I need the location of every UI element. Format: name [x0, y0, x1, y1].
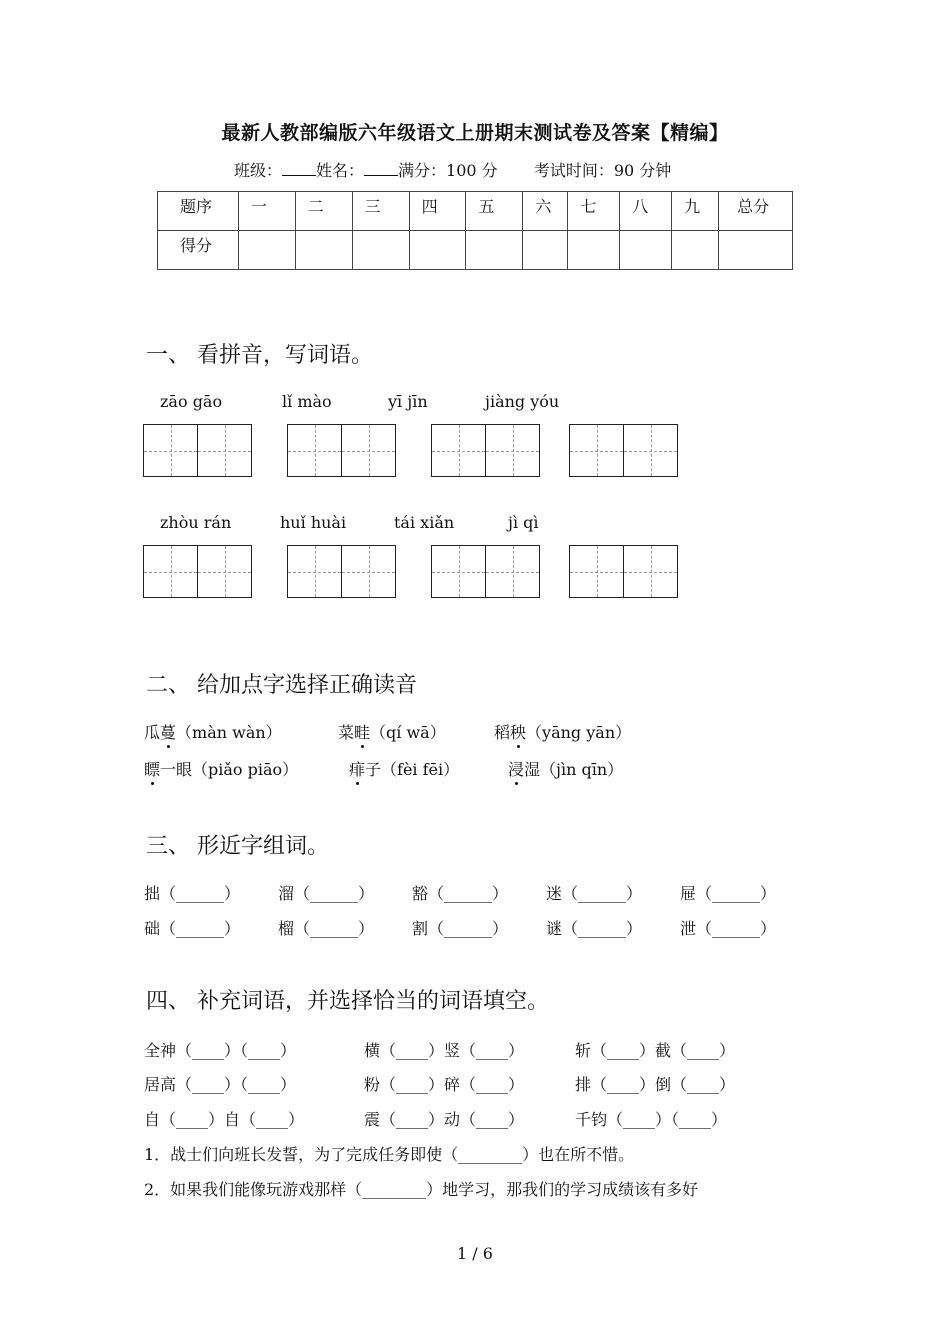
idiom-item: 千钧（____）（____）: [575, 1110, 728, 1129]
reading-item: 瞟一眼（piǎo piāo）: [144, 760, 299, 779]
score-header-cell: 题序: [158, 192, 239, 231]
score-cell: [672, 231, 719, 270]
word-item: 泄（______）: [680, 919, 777, 938]
score-header-cell: 五: [466, 192, 523, 231]
tianzige-box[interactable]: [143, 545, 252, 598]
score-header-cell: 总分: [719, 192, 793, 231]
idiom-item: 粉（____）碎（____）: [364, 1075, 525, 1094]
score-cell: [620, 231, 672, 270]
reading-item: 浸湿（jìn qīn）: [508, 760, 624, 779]
score-header-row: [158, 192, 793, 231]
pinyin: tái xiǎn: [394, 513, 455, 532]
score-cell: [238, 231, 295, 270]
fill-sentence: 2．如果我们能像玩游戏那样（________）地学习，那我们的学习成绩该有多好: [144, 1180, 699, 1199]
reading-item: 痱子（fèi fēi）: [349, 760, 460, 779]
tianzige-box[interactable]: [143, 424, 252, 477]
exam-time: 考试时间：90 分钟: [533, 161, 672, 180]
score-cell: [719, 231, 793, 270]
word-item: 谜（______）: [546, 919, 643, 938]
score-cell: [523, 231, 568, 270]
fill-sentence: 1．战士们向班长发誓，为了完成任务即使（________）也在所不惜。: [144, 1145, 635, 1164]
pinyin: huǐ huài: [280, 513, 347, 532]
score-header-cell: 三: [352, 192, 409, 231]
tianzige-box[interactable]: [431, 545, 540, 598]
pinyin: yī jīn: [388, 392, 428, 411]
page-title: 最新人教部编版六年级语文上册期末测试卷及答案【精编】: [221, 122, 729, 144]
word-item: 榴（______）: [278, 919, 375, 938]
score-header-cell: 七: [568, 192, 620, 231]
idiom-item: 全神（____）（____）: [144, 1041, 297, 1060]
pinyin: lǐ mào: [282, 392, 332, 411]
section-4-heading: 四、 补充词语，并选择恰当的词语填空。: [146, 989, 549, 1014]
score-row: [158, 231, 793, 270]
score-header-cell: 一: [238, 192, 295, 231]
section-2-heading: 二、 给加点字选择正确读音: [146, 673, 417, 698]
idiom-item: 排（____）倒（____）: [575, 1075, 736, 1094]
score-header-cell: 四: [409, 192, 466, 231]
score-row-label: 得分: [158, 231, 239, 270]
pinyin: jì qì: [508, 513, 539, 532]
score-header-cell: 二: [295, 192, 352, 231]
score-cell: [568, 231, 620, 270]
tianzige-box[interactable]: [431, 424, 540, 477]
full-score: 满分：100 分: [398, 161, 498, 180]
word-item: 屉（______）: [680, 884, 777, 903]
class-label: 班级：: [234, 161, 283, 180]
pinyin: zhòu rán: [160, 513, 232, 532]
reading-item: 瓜蔓（màn wàn）: [144, 723, 282, 742]
idiom-item: 震（____）动（____）: [364, 1110, 525, 1129]
tianzige-box[interactable]: [569, 424, 678, 477]
score-header-cell: 九: [672, 192, 719, 231]
pinyin: jiàng yóu: [485, 392, 560, 411]
reading-item: 稻秧（yāng yān）: [494, 723, 632, 742]
section-3-heading: 三、 形近字组词。: [146, 834, 329, 859]
idiom-item: 横（____）竖（____）: [364, 1041, 525, 1060]
word-item: 割（______）: [412, 919, 509, 938]
score-table: [157, 191, 793, 270]
word-item: 拙（______）: [144, 884, 241, 903]
score-header-cell: 八: [620, 192, 672, 231]
score-cell: [295, 231, 352, 270]
tianzige-box[interactable]: [287, 424, 396, 477]
score-header-cell: 六: [523, 192, 568, 231]
score-cell: [409, 231, 466, 270]
page-number: 1 / 6: [457, 1244, 493, 1263]
word-item: 溜（______）: [278, 884, 375, 903]
pinyin: zāo gāo: [160, 392, 223, 411]
exam-info: [234, 158, 671, 181]
name-label: 姓名：: [316, 161, 365, 180]
reading-item: 菜畦（qí wā）: [338, 723, 446, 742]
tianzige-box[interactable]: [569, 545, 678, 598]
class-blank: [282, 161, 316, 176]
name-blank: [364, 161, 398, 176]
score-cell: [466, 231, 523, 270]
word-item: 迷（______）: [546, 884, 643, 903]
idiom-item: 自（____）自（____）: [144, 1110, 305, 1129]
word-item: 础（______）: [144, 919, 241, 938]
word-item: 豁（______）: [412, 884, 509, 903]
score-cell: [352, 231, 409, 270]
idiom-item: 居高（____）（____）: [144, 1075, 297, 1094]
tianzige-box[interactable]: [287, 545, 396, 598]
idiom-item: 斩（____）截（____）: [575, 1041, 736, 1060]
section-1-heading: 一、 看拼音，写词语。: [146, 343, 373, 368]
